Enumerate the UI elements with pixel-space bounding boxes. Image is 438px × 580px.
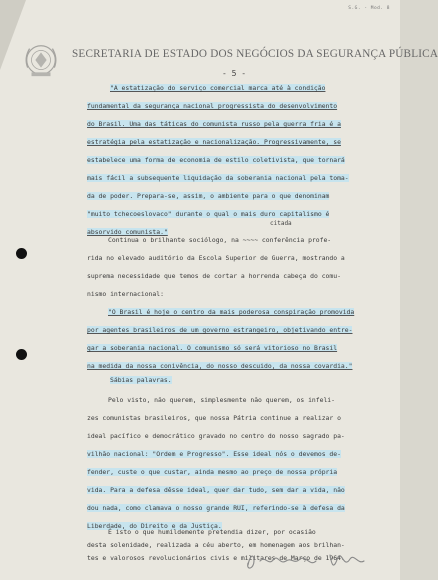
punch-hole xyxy=(16,349,27,360)
handwritten-insert: citada xyxy=(270,220,292,227)
text-line: da de poder. Prepara-se, assim, o ambiente para o que denominam xyxy=(87,192,330,200)
text-line: estratégia pela estatização e nacionalização. Progressivamente, se xyxy=(87,138,341,146)
text-line: "muito tchecoeslovaco" durante o qual o mais duro capitalismo é xyxy=(87,210,330,218)
text-line: vida. Para a defesa dêsse ideal, quer dar tudo, sem dar a vida, não xyxy=(87,486,345,494)
text-line: na medida da nossa conivência, do nosso descuido, da nossa covardia." xyxy=(87,362,353,370)
state-seal-icon xyxy=(22,40,60,80)
text-line: fender, custe o que custar, ainda mesmo ao preço de nossa própria xyxy=(87,468,338,476)
text-line: Continua o brilhante sociólogo, na ~~~~ conferência profe- xyxy=(108,236,332,244)
handwritten-signature xyxy=(240,547,400,573)
page-header: SECRETARIA DE ESTADO DOS NEGÓCIOS DA SEGURANÇA PÚBLICA xyxy=(72,48,438,60)
text-line: Pelo visto, não querem, simplesmente não querem, os infeli- xyxy=(108,396,336,404)
text-line: suprema necessidade que temos de cortar a horrenda cabeça do comu- xyxy=(87,272,341,280)
text-line: ideal pacífico e democrático gravado no centro do nosso sagrado pa- xyxy=(87,432,345,440)
text-line: zes comunistas brasileiros, que nossa Pátria continue a realizar o xyxy=(87,414,341,422)
text-line: vilhão nacional: "Ordem e Progresso". Esse ideal nós o devemos de- xyxy=(87,450,341,458)
text-line: "O Brasil é hoje o centro da mais poderosa conspiração promovida xyxy=(108,308,355,316)
text-line: Sábias palavras. xyxy=(110,376,172,384)
page-number: - 5 - xyxy=(222,69,247,78)
text-line: fundamental da segurança nacional progressista do desenvolvimento xyxy=(87,102,338,110)
punch-hole xyxy=(16,248,27,259)
text-line: Liberdade, do Direito e da Justiça. xyxy=(87,522,222,530)
text-line: por agentes brasileiros de um governo estrangeiro, objetivando entre- xyxy=(87,326,353,334)
text-line: estabelece uma forma de economia de estilo coletivista, que tornará xyxy=(87,156,345,164)
text-line: mais fácil a subsequente liquidação da soberania nacional pela toma- xyxy=(87,174,349,182)
text-line: absorvido comunista." xyxy=(87,228,168,236)
text-line: rida no elevado auditório da Escola Superior de Guerra, mostrando a xyxy=(87,254,345,262)
text-line: do Brasil. Uma das táticas do comunista russo pela guerra fria é a xyxy=(87,120,341,128)
text-line: "A estatização do serviço comercial marca até à condição xyxy=(110,84,326,92)
text-line: É isto o que humildemente pretendia dizer, por ocasião xyxy=(108,528,316,536)
text-line: dou nada, como clamava o nosso grande RUI, referindo-se à defesa da xyxy=(87,504,345,512)
form-code: S.G. - Mod. 8 xyxy=(348,6,390,11)
text-line: desta solenidade, realizada a céu aberto, em homenagem aos brilhan- xyxy=(87,541,345,549)
text-line: gar a soberania nacional. O comunismo só será vitorioso no Brasil xyxy=(87,344,338,352)
text-line: tes e valorosos revolucionários civis e militares de Março de 1964. xyxy=(87,554,345,562)
text-line: nismo internacional: xyxy=(87,290,164,298)
